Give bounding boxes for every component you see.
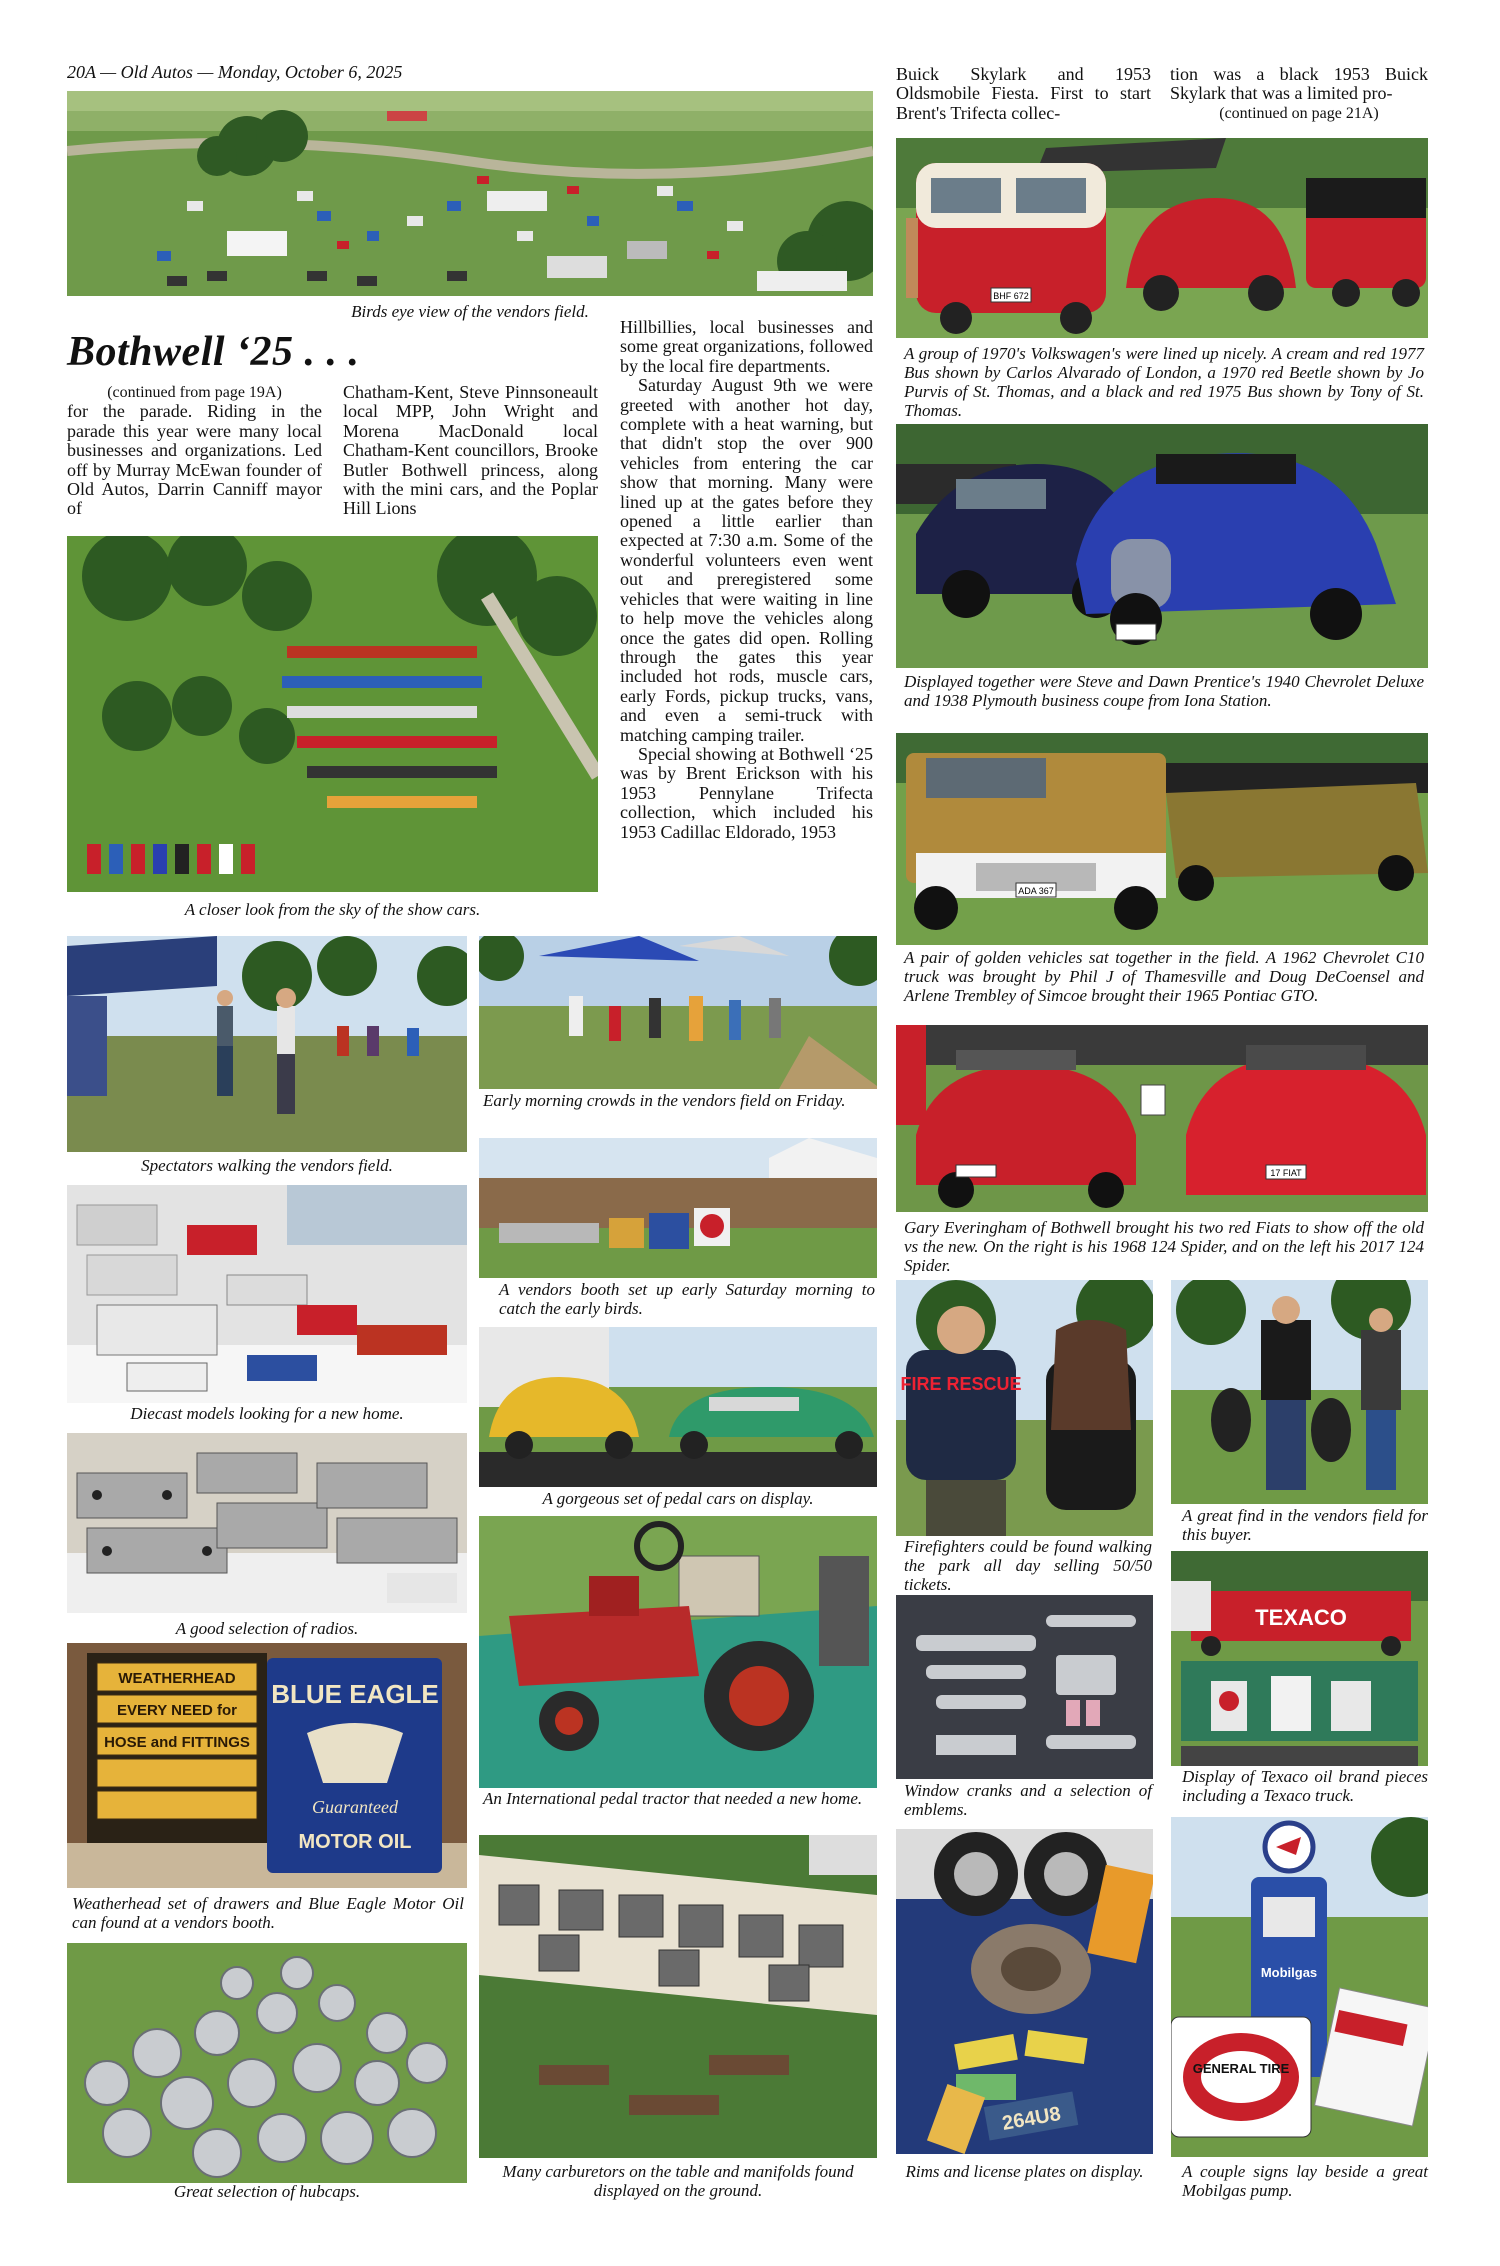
caption-vendors-booth: A vendors booth set up early Saturday morning to catch the early birds.	[499, 1280, 875, 1318]
photo-spectators	[67, 936, 467, 1152]
golden-vehicles-illustration	[896, 733, 1428, 945]
photo-vendors-booth	[479, 1138, 877, 1278]
column-3-para-2: Saturday August 9th we were greeted with another hot day, complete with a heat warning, but that didn't stop the over 900 vehicles from entering the car show that morning. Many were lined up at the gates before they opened a little earlier than expected at 7:30 a.m. Some of the wonderful volunteers even went out and preregistered some vehicles that were waiting in line to help move the vehicles along once the gates did open. Rolling through the gates this year included hot rods, muscle cars, early Fords, pickup trucks, vans, and even a semi-truck with matching camping trailer.	[620, 375, 873, 745]
caption-tractor: An International pedal tractor that needed a new home.	[483, 1789, 863, 1808]
caption-radios: A good selection of radios.	[175, 1619, 359, 1638]
early-crowds-illustration	[479, 936, 877, 1089]
article-column-3	[620, 318, 873, 842]
emblems-illustration	[896, 1595, 1153, 1779]
license-plate-text: 264U8	[1000, 2103, 1063, 2135]
c10-plate: ADA 367	[1018, 886, 1054, 896]
photo-carburetors	[479, 1835, 877, 2158]
photo-pedal-tractor	[479, 1516, 877, 1788]
texaco-illustration	[1171, 1551, 1428, 1766]
prentice-cars-illustration	[896, 424, 1428, 668]
caption-texaco: Display of Texaco oil brand pieces including a Texaco truck.	[1182, 1767, 1428, 1805]
column-2-text: Chatham-Kent, Steve Pinnsoneault local MPP, John Wright and Morena MacDonald local Chatham-Kent councillors, Brooke Butler Bothwell princess, along with the mini cars, and the Poplar Hill Lions	[343, 382, 598, 519]
caption-golden: A pair of golden vehicles sat together in the field. A 1962 Chevrolet C10 truck was brought by Phil J of Thamesville and Doug DeCoensel and Arlene Trembley of Simcoe brought their 1965 Pontiac GTO.	[904, 948, 1424, 1005]
spectators-illustration	[67, 936, 467, 1152]
caption-firefighters: Firefighters could be found walking the park all day selling 50/50 tickets.	[904, 1537, 1152, 1594]
photo-hubcaps	[67, 1943, 467, 2183]
photo-mobilgas	[1171, 1817, 1428, 2157]
caption-volkswagens: A group of 1970's Volkswagen's were lined up nicely. A cream and red 1977 Bus shown by Carlos Alvarado of London, a 1970 red Beetle shown by Jo Purvis of St. Thomas, and a black and red 1975 Bus shown by Tony of St. Thomas.	[904, 344, 1424, 420]
carburetors-illustration	[479, 1835, 877, 2158]
aerial-vendors-illustration	[67, 91, 873, 296]
article-column-4	[896, 65, 1151, 123]
article-headline: Bothwell ‘25 . . .	[67, 329, 360, 375]
rims-plates-illustration	[896, 1829, 1153, 2154]
hubcaps-illustration	[67, 1943, 467, 2183]
photo-golden-vehicles	[896, 733, 1428, 945]
aerial-show-cars-illustration	[67, 536, 598, 892]
caption-hubcaps: Great selection of hubcaps.	[173, 2182, 361, 2201]
photo-diecast	[67, 1185, 467, 1403]
mobilgas-illustration	[1171, 1817, 1428, 2157]
pedal-cars-illustration	[479, 1327, 877, 1487]
vendors-booth-illustration	[479, 1138, 877, 1278]
caption-spectators: Spectators walking the vendors field.	[141, 1156, 393, 1175]
fiat-plate: 17 FIAT	[1270, 1168, 1302, 1178]
motor-oil-text: MOTOR OIL	[298, 1831, 412, 1853]
caption-great-find: A great find in the vendors field for this buyer.	[1182, 1506, 1428, 1544]
red-fiats-illustration	[896, 1025, 1428, 1212]
guaranteed-text: Guaranteed	[312, 1797, 398, 1817]
caption-mobilgas: A couple signs lay beside a great Mobilgas pump.	[1182, 2162, 1428, 2200]
diecast-illustration	[67, 1185, 467, 1403]
mobilgas-text: Mobilgas	[1260, 1965, 1318, 1980]
caption-carburetors: Many carburetors on the table and manifolds found displayed on the ground.	[502, 2162, 854, 2200]
blue-eagle-text: BLUE EAGLE	[271, 1679, 439, 1709]
volkswagen-illustration	[896, 138, 1428, 338]
photo-texaco	[1171, 1551, 1428, 1766]
photo-rims-plates	[896, 1829, 1153, 2154]
radios-illustration	[67, 1433, 467, 1613]
photo-great-find	[1171, 1280, 1428, 1504]
photo-vendors-field-aerial	[67, 91, 873, 296]
great-find-illustration	[1171, 1280, 1428, 1504]
weatherhead-blue-eagle-illustration	[67, 1643, 467, 1888]
photo-prentice-cars	[896, 424, 1428, 668]
caption-pedal-cars: A gorgeous set of pedal cars on display.	[542, 1489, 814, 1508]
photo-weatherhead-blue-eagle	[67, 1643, 467, 1888]
column-4-text: Buick Skylark and 1953 Oldsmobile Fiesta. First to start Brent's Trifecta collec-	[896, 64, 1151, 123]
photo-show-cars-aerial	[67, 536, 598, 892]
article-column-1	[67, 383, 322, 519]
firefighters-illustration	[896, 1280, 1153, 1536]
photo-early-crowds	[479, 936, 877, 1089]
caption-rims: Rims and license plates on display.	[905, 2162, 1144, 2181]
photo-firefighters	[896, 1280, 1153, 1536]
weatherhead-sign-text: WEATHERHEAD EVERY NEED for HOSE and FITTINGS	[104, 1670, 250, 1751]
column-3-para-1: Hillbillies, local businesses and some great organizations, followed by the local fire departments.	[620, 317, 873, 376]
article-column-2	[343, 383, 598, 519]
general-tire-text: GENERAL TIRE	[1192, 2061, 1290, 2076]
texaco-truck-text: TEXACO	[1255, 1605, 1347, 1630]
continued-from: (continued from page 19A)	[107, 384, 282, 401]
photo-red-fiats	[896, 1025, 1428, 1212]
continued-on: (continued on page 21A)	[1219, 104, 1379, 122]
caption-fiats: Gary Everingham of Bothwell brought his two red Fiats to show off the old vs the new. On the right is his 1968 124 Spider, and on the left his 2017 124 Spider.	[904, 1218, 1424, 1275]
column-3-para-3: Special showing at Bothwell ‘25 was by Brent Erickson with his 1953 Pennylane Trifecta collection, which included his 1953 Cadillac Eldorado, 1953	[620, 743, 873, 842]
photo-pedal-cars	[479, 1327, 877, 1487]
caption-early-crowds: Early morning crowds in the vendors field on Friday.	[483, 1091, 846, 1110]
article-column-5	[1170, 65, 1428, 123]
column-1-text: for the parade. Riding in the parade this year were many local businesses and organizations. Led off by Murray McEwan founder of Old Autos, Darrin Canniff mayor of	[67, 401, 322, 519]
caption-diecast: Diecast models looking for a new home.	[130, 1404, 404, 1423]
pedal-tractor-illustration	[479, 1516, 877, 1788]
caption-show-cars: A closer look from the sky of the show cars.	[184, 900, 481, 919]
photo-volkswagens	[896, 138, 1428, 338]
caption-emblems: Window cranks and a selection of emblems.	[904, 1781, 1152, 1819]
caption-vendors-field: Birds eye view of the vendors field.	[351, 302, 589, 321]
photo-emblems	[896, 1595, 1153, 1779]
column-5-text: tion was a black 1953 Buick Skylark that was a limited pro-	[1170, 64, 1428, 104]
fire-rescue-text: FIRE RESCUE	[900, 1374, 1022, 1394]
page-folio: 20A — Old Autos — Monday, October 6, 2025	[67, 62, 403, 82]
caption-prentice: Displayed together were Steve and Dawn Prentice's 1940 Chevrolet Deluxe and 1938 Plymouth business coupe from Iona Station.	[904, 672, 1424, 710]
photo-radios	[67, 1433, 467, 1613]
caption-weatherhead: Weatherhead set of drawers and Blue Eagle Motor Oil can found at a vendors booth.	[72, 1894, 464, 1932]
vw-plate: BHF 672	[993, 291, 1029, 301]
